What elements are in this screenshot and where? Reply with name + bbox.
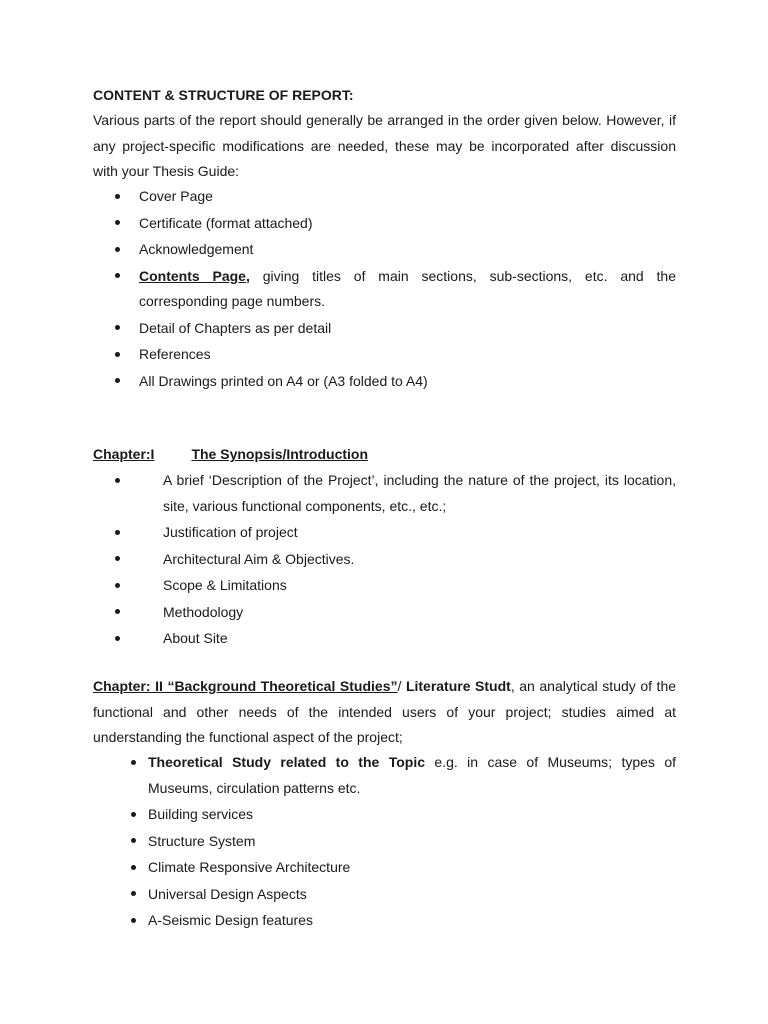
chapter-1-label: Chapter:I	[93, 446, 155, 462]
bullet-icon	[115, 264, 120, 290]
list-item: Universal Design Aspects	[93, 882, 676, 908]
theoretical-study-term: Theoretical Study related to the Topic	[148, 754, 425, 770]
list-item: Building services	[93, 802, 676, 828]
list-item: References	[93, 342, 676, 368]
list-item: Climate Responsive Architecture	[93, 855, 676, 881]
list-item: Contents Page, giving titles of main sections, sub-sections, etc. and the corresponding page numbers.	[93, 264, 676, 315]
bullet-icon	[131, 855, 136, 881]
bullet-icon	[115, 184, 120, 210]
chapter-1-title: The Synopsis/Introduction	[191, 446, 369, 462]
list-item: A-Seismic Design features	[93, 908, 676, 934]
bullet-icon	[131, 829, 136, 855]
bullet-icon	[115, 573, 120, 599]
literature-study-term: Literature Studt	[405, 678, 511, 694]
list-item: Certificate (format attached)	[93, 211, 676, 237]
chapter-2-paragraph: Chapter: II “Background Theoretical Studies”/ Literature Studt, an analytical study of the functional and other needs of the intended users of your project; studies aimed at understanding the functional aspect of the project;	[93, 678, 677, 745]
bullet-icon	[115, 626, 120, 652]
contents-page-term: Contents Page,	[139, 267, 250, 284]
list-item: Detail of Chapters as per detail	[93, 316, 676, 342]
list-item: Acknowledgement	[93, 237, 676, 263]
bullet-icon	[115, 468, 120, 494]
list-item: Scope & Limitations	[93, 573, 676, 599]
intro-paragraph: Various parts of the report should generally be arranged in the order given below. However, if any project-specific modifications are needed, these may be incorporated after discussion with your Thesis Guide:	[93, 112, 676, 179]
chapter-1-heading	[93, 442, 676, 468]
bullet-icon	[115, 237, 120, 263]
list-item: Theoretical Study related to the Topic e.g. in case of Museums; types of Museums, circulation patterns etc.	[93, 750, 676, 801]
report-contents-list	[93, 184, 676, 394]
list-item: A brief ‘Description of the Project’, including the nature of the project, its location, site, various functional components, etc., etc.;	[93, 468, 676, 519]
list-item: Architectural Aim & Objectives.	[93, 547, 676, 573]
section-heading: CONTENT & STRUCTURE OF REPORT:	[93, 87, 354, 103]
list-item: All Drawings printed on A4 or (A3 folded to A4)	[93, 369, 676, 395]
bullet-icon	[115, 369, 120, 395]
bullet-icon	[131, 882, 136, 908]
bullet-icon	[115, 316, 120, 342]
bullet-icon	[115, 600, 120, 626]
bullet-icon	[131, 802, 136, 828]
bullet-icon	[115, 342, 120, 368]
bullet-icon	[115, 520, 120, 546]
chapter-1-list	[93, 468, 676, 652]
chapter-2-list	[93, 750, 676, 934]
bullet-icon	[115, 211, 120, 237]
chapter-2-label: Chapter: II “Background Theoretical Studies”	[93, 678, 398, 694]
bullet-icon	[131, 908, 136, 934]
list-item: Cover Page	[93, 184, 676, 210]
list-item: Structure System	[93, 829, 676, 855]
list-item: Justification of project	[93, 520, 676, 546]
bullet-icon	[131, 750, 136, 776]
bullet-icon	[115, 547, 120, 573]
list-item: About Site	[93, 626, 676, 652]
list-item: Methodology	[93, 600, 676, 626]
